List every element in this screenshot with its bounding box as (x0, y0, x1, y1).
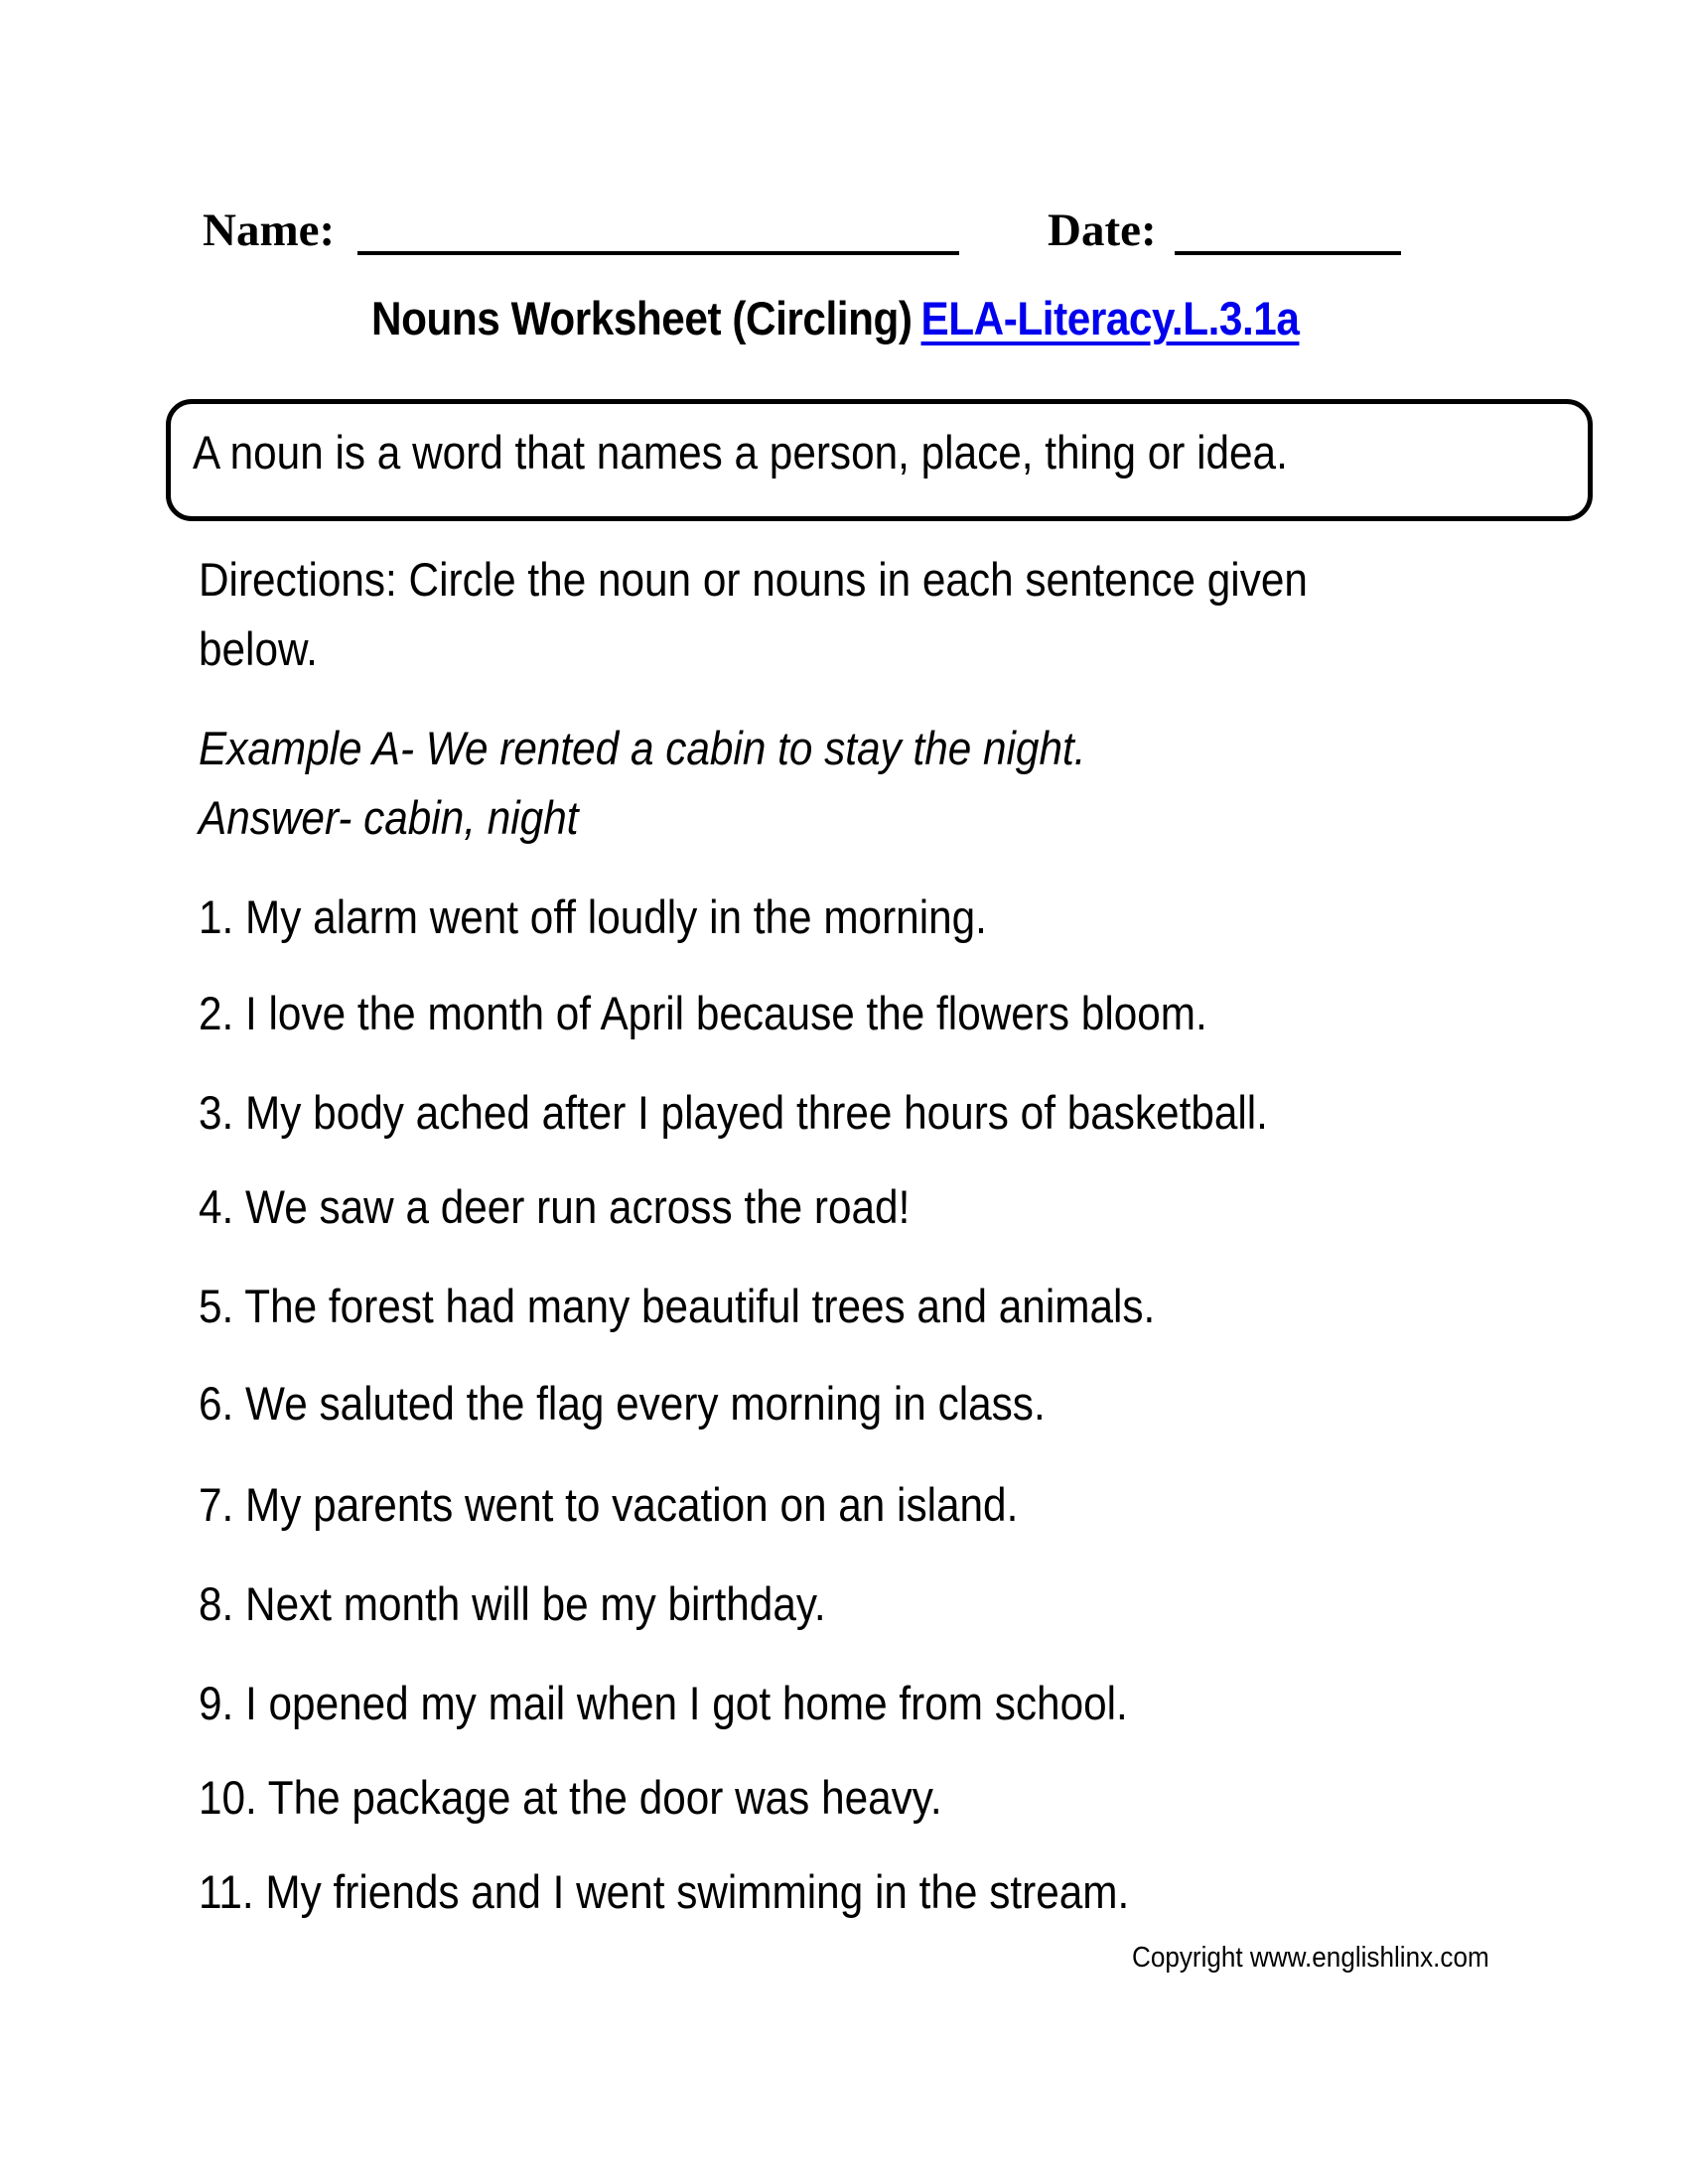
example-answer: Answer- cabin, night (199, 791, 579, 844)
name-label: Name: (203, 205, 336, 256)
sentence-item-10: 10. The package at the door was heavy. (199, 1771, 942, 1824)
definition-text: A noun is a word that names a person, place, thing or idea. (193, 426, 1288, 478)
sentence-item-3: 3. My body ached after I played three hours of basketball. (199, 1086, 1268, 1139)
worksheet-title (371, 292, 1300, 344)
example-sentence: Example A- We rented a cabin to stay the night. (199, 722, 1086, 774)
sentence-item-9: 9. I opened my mail when I got home from school. (199, 1677, 1128, 1729)
sentence-item-8: 8. Next month will be my birthday. (199, 1577, 826, 1630)
sentence-item-7: 7. My parents went to vacation on an island. (199, 1478, 1019, 1531)
directions-line-1: Directions: Circle the noun or nouns in each sentence given (199, 553, 1308, 606)
sentence-item-1: 1. My alarm went off loudly in the morning. (199, 890, 987, 943)
directions-line-2: below. (199, 622, 318, 675)
copyright-text: Copyright www.englishlinx.com (1132, 1942, 1489, 1974)
sentence-item-4: 4. We saw a deer run across the road! (199, 1180, 911, 1233)
sentence-item-11: 11. My friends and I went swimming in the stream. (199, 1865, 1130, 1918)
sentence-item-2: 2. I love the month of April because the flowers bloom. (199, 987, 1207, 1039)
ela-standard-link[interactable]: ELA-Literacy.L.3.1a (920, 292, 1300, 344)
date-blank-line (1175, 251, 1401, 255)
worksheet-title-text: Nouns Worksheet (Circling) (371, 292, 913, 344)
date-label: Date: (1048, 205, 1157, 256)
definition-box (166, 399, 1593, 521)
sentence-item-6: 6. We saluted the flag every morning in class. (199, 1377, 1046, 1430)
sentence-item-5: 5. The forest had many beautiful trees and animals. (199, 1280, 1156, 1332)
name-blank-line (357, 251, 959, 255)
